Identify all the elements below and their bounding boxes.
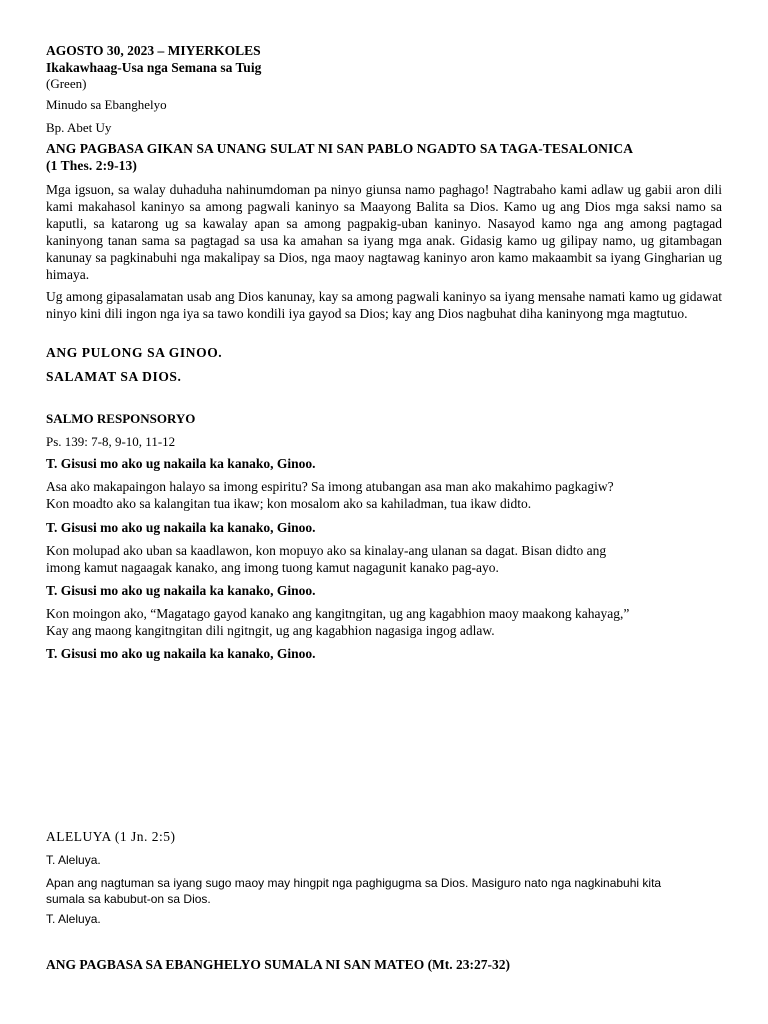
reading-response: SALAMAT SA DIOS.	[46, 369, 182, 384]
alleluia-verse-line: sumala sa kabubut-on sa Dios.	[46, 892, 211, 906]
series-name: Minudo sa Ebanghelyo	[46, 97, 167, 112]
psalm-verse	[46, 605, 722, 639]
psalm-verse-line: Kon molupad ako uban sa kaadlawon, kon mopuyo ako sa kinalay-ang ulanan sa dagat. Bisan didto ang	[46, 543, 607, 558]
psalm-title: SALMO RESPONSORYO	[46, 411, 196, 426]
psalm-verse-line: Kon moadto ako sa kalangitan tua ikaw; kon mosalom ako sa kahiladman, tua ikaw didto.	[46, 496, 532, 511]
psalm-refrain: T. Gisusi mo ako ug nakaila ka kanako, Ginoo.	[46, 520, 316, 535]
week-heading: Ikakawhaag-Usa nga Semana sa Tuig	[46, 60, 262, 75]
first-reading-heading	[46, 140, 722, 174]
first-reading-title: ANG PAGBASA GIKAN SA UNANG SULAT NI SAN PABLO NGADTO SA TAGA-TESALONICA	[46, 141, 634, 156]
gospel-heading: ANG PAGBASA SA EBANGHELYO SUMALA NI SAN MATEO (Mt. 23:27-32)	[46, 957, 511, 972]
psalm-verse-line: Kay ang maong kangitngitan dili ngitngit, ug ang kagabhion nagasiga ingog adlaw.	[46, 623, 495, 638]
alleluia-response: T. Aleluya.	[46, 853, 101, 867]
psalm-verse-line: Asa ako makapaingon halayo sa imong espiritu? Sa imong atubangan asa man ako makahimo pagkagiw?	[46, 479, 614, 494]
first-reading-paragraph: Mga igsuon, sa walay duhaduha nahinumdoman pa ninyo giunsa namo paghago! Nagtrabaho kami adlaw ug gabii aron dili kami makahasol kaninyo sa among pagwali kaninyo sa Maayong Balita sa Dios. Kamo ug ang Dios mga saksi namo sa kaputli, sa katarong ug sa kawalay apan sa among pagpakig-uban kaninyo. Nasayod kamo nga ang among pagtagad kaninyong tanan sama sa pagtagad sa usa ka amahan sa iyang mga anak. Gidasig kamo ug gilipay namo, ug gitambagan kanunay sa pagkinabuhi nga makalipay sa Dios, nga maoy nagtawag kaninyo aron kamo makaambit sa iyang Gingharian ug himaya.	[46, 182, 722, 282]
psalm-verse	[46, 478, 722, 512]
author: Bp. Abet Uy	[46, 120, 112, 135]
psalm-verse-line: imong kamut nagaagak kanako, ang imong tuong kamut nagagunit kanako pag-ayo.	[46, 560, 499, 575]
alleluia-title: ALELUYA (1 Jn. 2:5)	[46, 829, 176, 844]
first-reading-paragraph: Ug among gipasalamatan usab ang Dios kanunay, kay sa among pagwali kaninyo sa iyang mensahe namati kamo ug gidawat ninyo kini dili ingon nga iya sa tawo kondili iya gayod sa Dios; kay ang Dios nagbuhat diha kaninyong mga magtutuo.	[46, 289, 722, 321]
first-reading-reference: (1 Thes. 2:9-13)	[46, 158, 137, 173]
psalm-refrain: T. Gisusi mo ako ug nakaila ka kanako, Ginoo.	[46, 646, 316, 661]
psalm-verse	[46, 542, 722, 576]
liturgical-color: (Green)	[46, 76, 87, 91]
reading-acclamation: ANG PULONG SA GINOO.	[46, 345, 223, 360]
alleluia-verse-line: Apan ang nagtuman sa iyang sugo maoy may hingpit nga paghigugma sa Dios. Masiguro nato nga nagkinabuhi kita	[46, 876, 662, 890]
psalm-reference: Ps. 139: 7-8, 9-10, 11-12	[46, 434, 176, 449]
date-heading: AGOSTO 30, 2023 – MIYERKOLES	[46, 43, 261, 58]
psalm-verse-line: Kon moingon ako, “Magatago gayod kanako ang kangitngitan, ug ang kagabhion maoy maakong kahayag,”	[46, 606, 630, 621]
psalm-refrain: T. Gisusi mo ako ug nakaila ka kanako, Ginoo.	[46, 583, 316, 598]
alleluia-response: T. Aleluya.	[46, 912, 101, 926]
psalm-refrain: T. Gisusi mo ako ug nakaila ka kanako, Ginoo.	[46, 456, 316, 471]
alleluia-verse	[46, 875, 722, 907]
